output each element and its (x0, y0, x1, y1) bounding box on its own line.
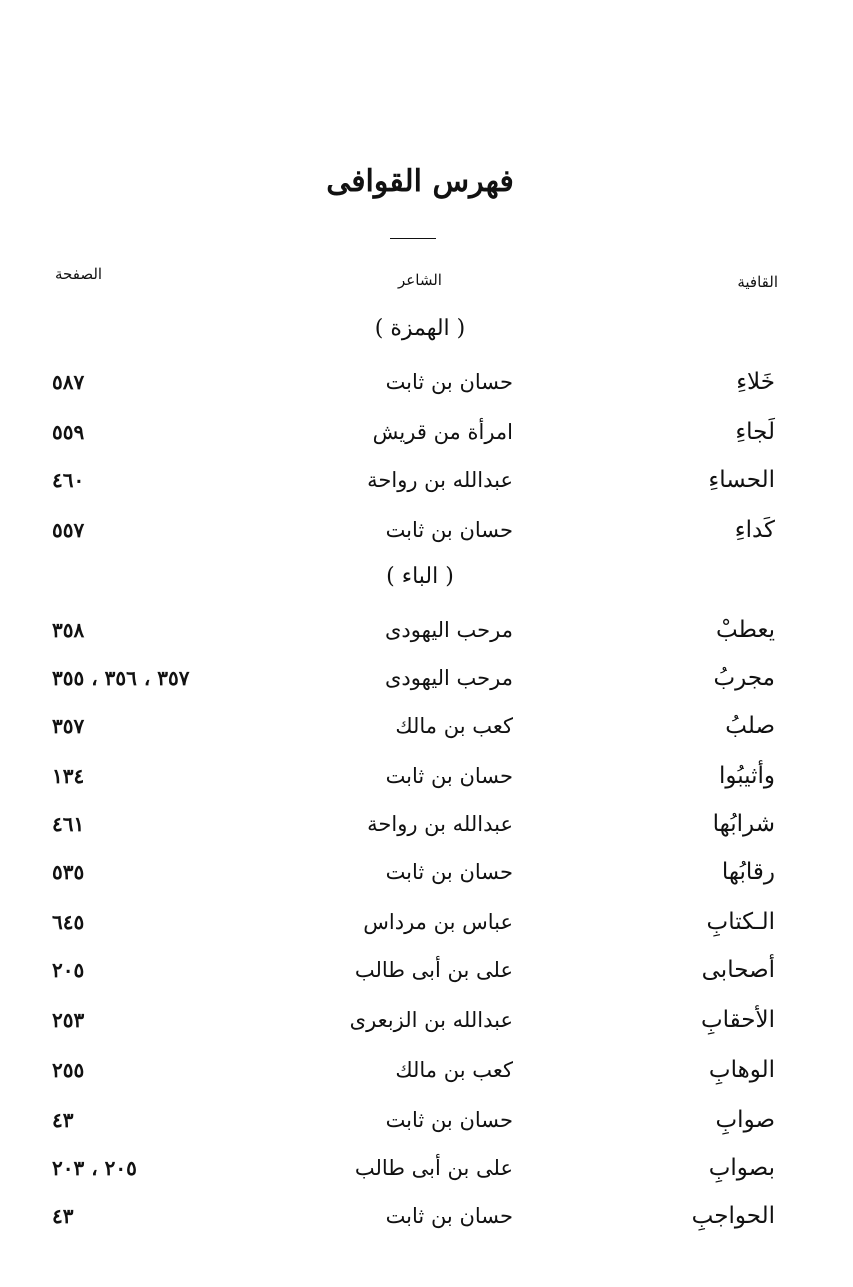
rhyme-cell: صلبُ (725, 713, 775, 739)
table-row (0, 658, 853, 698)
poet-cell: على بن أبى طالب (354, 958, 513, 982)
page-cell: ٥٥٧ (52, 518, 85, 542)
page-cell: ٣٥٨ (52, 618, 85, 642)
poet-cell: حسان بن ثابت (385, 860, 513, 884)
table-row (0, 902, 853, 942)
poet-cell: حسان بن ثابت (385, 370, 513, 394)
rhyme-cell: أصحابى (701, 957, 775, 983)
poet-cell: مرحب اليهودى (385, 618, 513, 642)
poet-cell: مرحب اليهودى (385, 666, 513, 690)
rhyme-cell: كَداءِ (734, 517, 775, 543)
poet-cell: عباس بن مرداس (363, 910, 513, 934)
table-row (0, 950, 853, 990)
table-row (0, 804, 853, 844)
section-heading-ba: ( الباء ) (386, 564, 454, 589)
poet-cell: عبدالله بن رواحة (367, 468, 513, 492)
rhyme-cell: الحواجبِ (691, 1203, 775, 1229)
section-heading-hamza: ( الهمزة ) (374, 316, 466, 341)
rhyme-cell: مجربُ (713, 665, 775, 691)
table-row (0, 412, 853, 452)
page-cell: ٢٠٥ (52, 958, 85, 982)
column-header-rhyme: القافية (737, 273, 778, 291)
page-cell: ٦٤٥ (52, 910, 85, 934)
page-cell: ٥٨٧ (52, 370, 85, 394)
rhyme-cell: الـكتابِ (706, 909, 775, 935)
table-row (0, 460, 853, 500)
poet-cell: عبدالله بن الزبعرى (349, 1008, 513, 1032)
table-row (0, 510, 853, 550)
page-cell: ٤٣ (52, 1108, 74, 1132)
poet-cell: حسان بن ثابت (385, 764, 513, 788)
rhyme-cell: وأثيبُوا (718, 763, 775, 789)
rhyme-cell: يعطبْ (716, 617, 775, 643)
page-cell: ٢٥٣ (52, 1008, 85, 1032)
poet-cell: على بن أبى طالب (354, 1156, 513, 1180)
page-title: فهرس القوافى (326, 164, 514, 199)
rhyme-cell: لَجاءِ (735, 419, 775, 445)
table-row (0, 1148, 853, 1188)
table-row (0, 610, 853, 650)
page-cell: ٤٣ (52, 1204, 74, 1228)
poet-cell: كعب بن مالك (395, 1058, 513, 1082)
page-cell: ٥٥٩ (52, 420, 85, 444)
table-row (0, 1050, 853, 1090)
rhyme-cell: رقابُها (721, 859, 775, 885)
table-row (0, 1196, 853, 1236)
rhyme-cell: الوهابِ (708, 1057, 775, 1083)
page-cell: ٢٥٥ (52, 1058, 85, 1082)
rhyme-cell: الحساءِ (708, 467, 775, 493)
page-cell: ٤٦٠ (52, 468, 85, 492)
column-header-poet: الشاعر (398, 271, 442, 289)
page-cell: ٥٣٥ (52, 860, 85, 884)
table-row (0, 756, 853, 796)
table-row (0, 852, 853, 892)
rhyme-cell: بصوابِ (708, 1155, 775, 1181)
table-row (0, 1100, 853, 1140)
poet-cell: حسان بن ثابت (385, 518, 513, 542)
page-cell: ٢٠٥ ، ٢٠٣ (52, 1156, 137, 1180)
page-cell: ٣٥٧ ، ٣٥٦ ، ٣٥٥ (52, 666, 190, 690)
table-row (0, 706, 853, 746)
rhyme-cell: صوابِ (715, 1107, 775, 1133)
table-row (0, 1000, 853, 1040)
poet-cell: عبدالله بن رواحة (367, 812, 513, 836)
poet-cell: امرأة من قريش (372, 420, 513, 444)
page-cell: ٣٥٧ (52, 714, 85, 738)
page-cell: ٤٦١ (52, 812, 85, 836)
page-cell: ١٣٤ (52, 764, 85, 788)
title-divider (390, 238, 436, 239)
rhyme-cell: شرابُها (712, 811, 775, 837)
column-header-page: الصفحة (55, 265, 103, 283)
rhyme-cell: خَلاءِ (736, 369, 775, 395)
rhyme-cell: الأحقابِ (700, 1007, 775, 1033)
poet-cell: حسان بن ثابت (385, 1108, 513, 1132)
poet-cell: كعب بن مالك (395, 714, 513, 738)
poet-cell: حسان بن ثابت (385, 1204, 513, 1228)
table-row (0, 362, 853, 402)
